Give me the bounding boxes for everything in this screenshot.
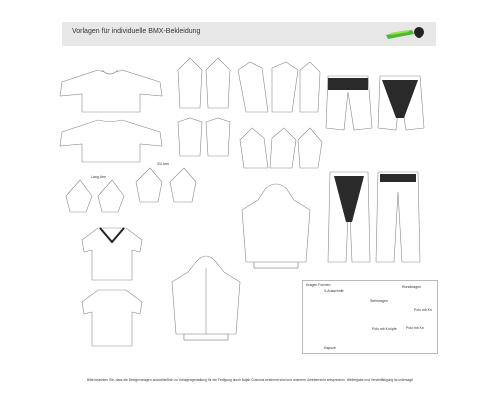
sleeve-pattern-left-2 (178, 118, 230, 156)
legend-item: Stehkragen (370, 299, 388, 303)
legend-item: Polo mit Kn (406, 326, 424, 330)
sleeve-shape-long-arm (66, 180, 124, 212)
label-short-arm: 3/4 Arm (157, 162, 170, 166)
footer-disclaimer: Bitte beachten Sie, dass die Designvorlagen ausschließlich zu Vorlagengestaltung für die Fertigung durch Bajah Customs bestimmt sind und unserem Urheberrecht entsprechen. Weitergabe und Vervielfältigung ist untersagt! (87, 378, 413, 382)
pants-long-front (328, 172, 370, 262)
hoodie-front (172, 256, 240, 340)
hoodie-back (242, 184, 310, 268)
legend-item: V-Ausschnitt (324, 289, 344, 293)
tshirt-v-neck (82, 228, 142, 280)
sleeve-pattern-left-1 (178, 58, 230, 108)
sleeve-shape-three-quarter (136, 168, 196, 202)
legend-title: Kragen Formen: (306, 283, 332, 287)
jersey-long-front (60, 70, 162, 112)
legend-item: Polo mit Kn (414, 308, 432, 312)
tshirt-back (82, 290, 142, 346)
legend-item: Kapuze (324, 346, 336, 350)
label-long-arm: Lang Arm (91, 175, 106, 179)
page-title: Vorlagen für individuelle BMX-Bekleidung (72, 28, 201, 35)
pants-short-front (326, 76, 372, 130)
jersey-long-back (60, 120, 162, 162)
legend-item: Rundkragen (402, 285, 422, 289)
pants-short-back (378, 76, 424, 130)
sleeve-pattern-mid-1 (238, 62, 298, 112)
pants-long-back (376, 172, 420, 262)
collar-legend-box (302, 280, 438, 354)
legend-item: Polo mit Knöpfe (372, 327, 397, 331)
